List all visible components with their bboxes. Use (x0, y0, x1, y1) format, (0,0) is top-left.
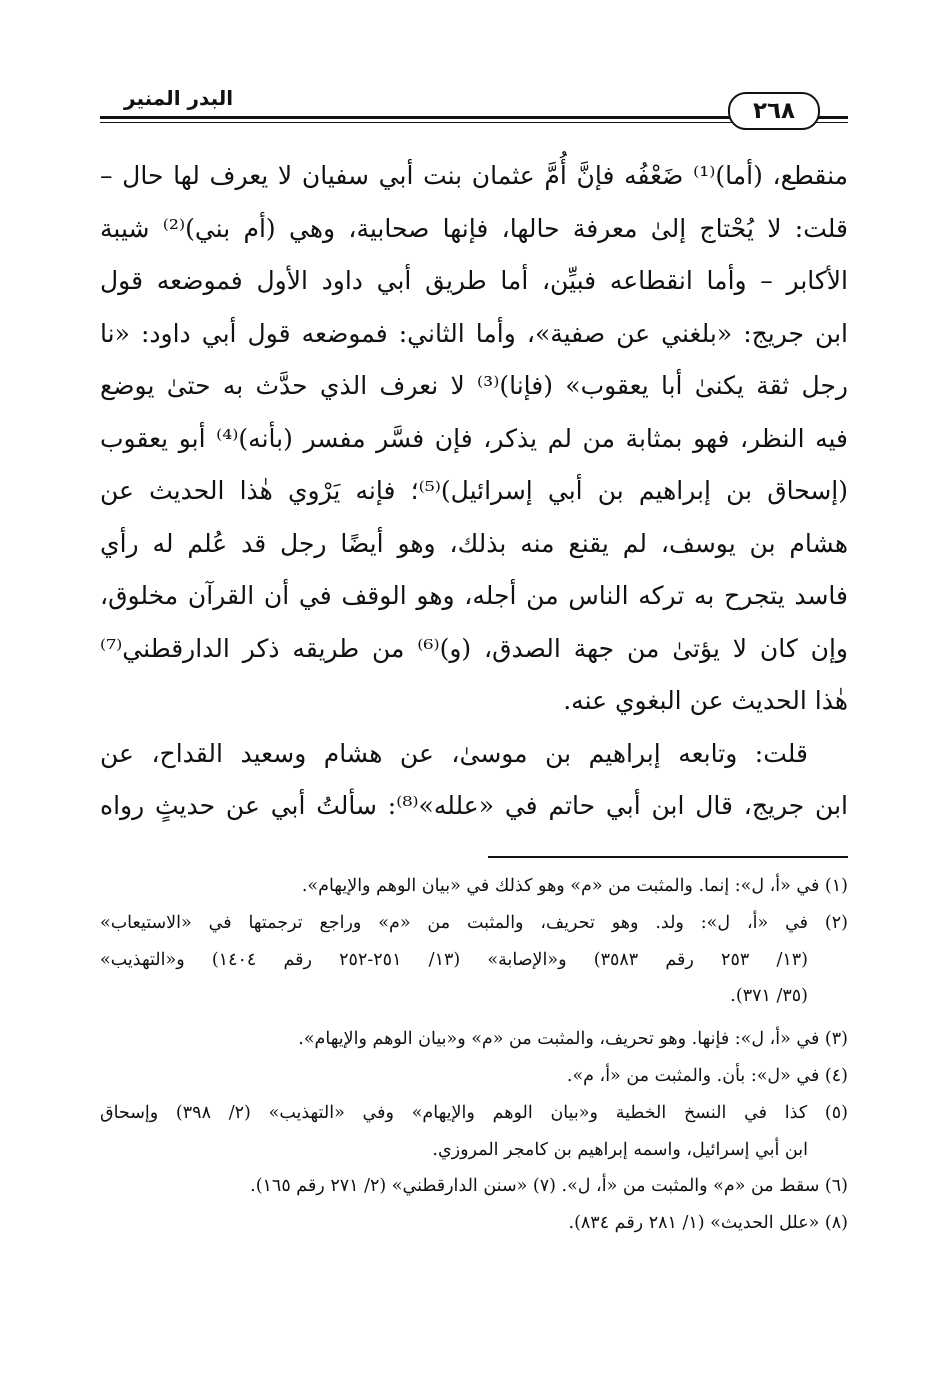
text-line: ابن جريج: «بلغني عن صفية»، وأما الثاني: فموضعه قول أبي داود: «نا (100, 318, 848, 348)
text-line: الأكابر – وأما انقطاعه فبيِّن، أما طريق أبي داود الأول فموضعه قول (100, 266, 848, 295)
page-number: ٢٦٨ (728, 92, 820, 130)
text-line: ابن جريج، قال ابن أبي حاتم في «علله»⁽⁸⁾: سألتُ أبي عن حديثٍ رواه (100, 791, 848, 820)
footnote-line: (٦) سقط من «م» والمثبت من «أ، ل». (٧) «سنن الدارقطني» (٢/ ٢٧١ رقم ١٦٥). (250, 1176, 848, 1197)
text-line: منقطع، (أما)⁽¹⁾ ضَعْفُه فإنَّ أُمَّ عثمان بنت أبي سفيان لا يعرف لها حال – (100, 161, 849, 190)
text-line: هٰذا الحديث عن البغوي عنه. (563, 686, 848, 715)
page-header (100, 78, 848, 130)
text-line: قلت: وتابعه إبراهيم بن موسىٰ، عن هشام وسعيد القداح، عن (100, 738, 808, 768)
text-line: فاسد يتجرح به تركه الناس من أجله، وهو الوقف في أن القرآن مخلوق، (100, 581, 848, 610)
text-line: قلت: لا يُحْتاج إلىٰ معرفة حالها، فإنها صحابية، وهي (أم بني)⁽²⁾ شيبة (100, 213, 848, 243)
footnote-line: (٣) في «أ، ل»: فإنها. وهو تحريف، والمثبت من «م» و«بيان الوهم والإيهام». (298, 1029, 848, 1050)
book-title: البدر المنير (124, 86, 234, 110)
footnote-line: (١٣/ ٢٥٣ رقم ٣٥٨٣) و«الإصابة» (١٣/ ٢٥١-٢٥٢ رقم ١٤٠٤) و«التهذيب» (100, 949, 808, 970)
footnote-line: (١) في «أ، ل»: إنما. والمثبت من «م» وهو كذلك في «بيان الوهم والإيهام». (301, 876, 848, 896)
text-line: وإن كان لا يؤتىٰ من جهة الصدق، (و)⁽⁶⁾ من طريقه ذكر الدارقطني⁽⁷⁾ (100, 633, 849, 663)
text-line: رجل ثقة يكنىٰ أبا يعقوب» (فإنا)⁽³⁾ لا نعرف الذي حدَّث به حتىٰ يوضع (100, 371, 848, 400)
footnote-line: (٢) في «أ، ل»: ولد. وهو تحريف، والمثبت من «م» وراجع ترجمتها في «الاستيعاب» (100, 912, 848, 933)
footnote-separator (488, 856, 848, 858)
main-text (100, 150, 848, 833)
footnotes (100, 868, 848, 1242)
footnote-line: (٥) كذا في النسخ الخطية و«بيان الوهم والإيهام» وفي «التهذيب» (٢/ ٣٩٨) وإسحاق (100, 1102, 848, 1123)
text-line: فيه النظر، فهو بمثابة من لم يذكر، فإن فسَّر مفسر (بأنه)⁽⁴⁾ أبو يعقوب (100, 423, 849, 453)
text-line: هشام بن يوسف، لم يقنع منه بذلك، وهو أيضًا رجل قد عُلم له رأي (100, 528, 848, 558)
footnote-line: (٤) في «ل»: بأن. والمثبت من «أ، م». (566, 1065, 848, 1086)
footnote-line: ابن أبي إسرائيل، واسمه إبراهيم بن كامجر المروزي. (432, 1139, 808, 1160)
text-line: (إسحاق بن إبراهيم بن أبي إسرائيل)⁽⁵⁾؛ فإنه يَرْوي هٰذا الحديث عن (100, 476, 849, 505)
footnote-line: (٨) «علل الحديث» (١/ ٢٨١ رقم ٨٣٤). (568, 1213, 848, 1234)
footnote-line: (٣٥/ ٣٧١). (730, 986, 808, 1007)
